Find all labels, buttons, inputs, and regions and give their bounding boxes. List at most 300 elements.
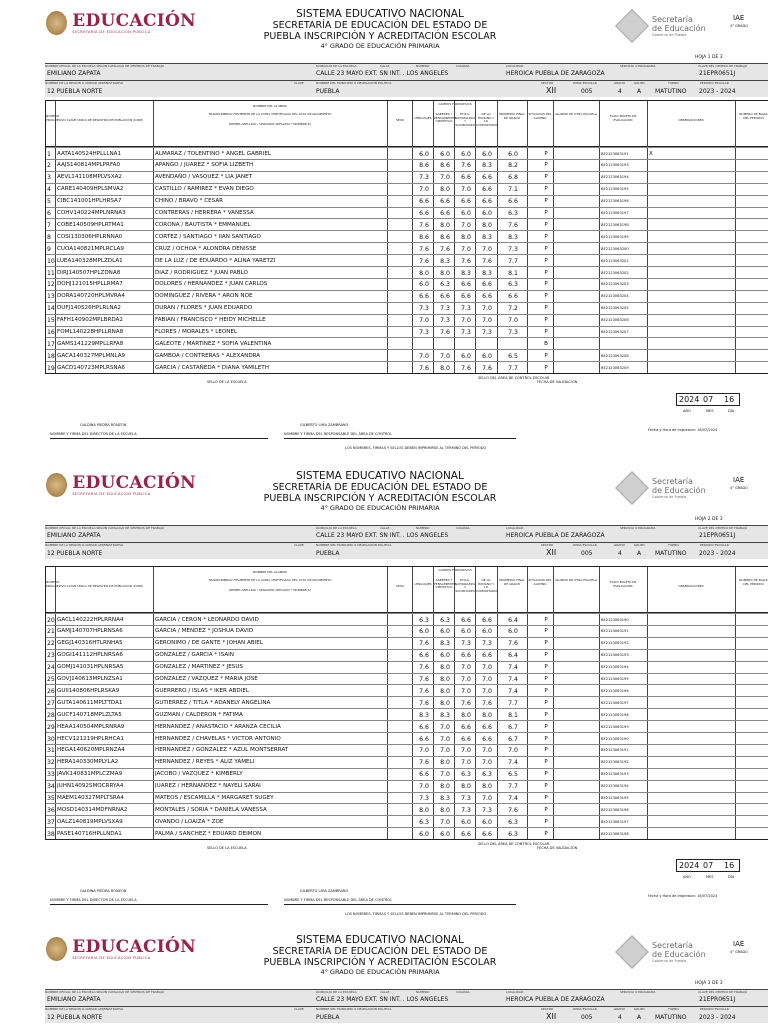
cell-obs xyxy=(649,352,735,361)
cell-obs xyxy=(649,735,735,744)
cell-name: HERNANDEZ / GONZALEZ * AZUL MONTSERRAT xyxy=(155,747,289,754)
school-name: EMILIANO ZAPATA xyxy=(47,70,101,77)
cell-folio: BE2123063195 xyxy=(601,796,629,800)
cell-c3: 7.0 xyxy=(461,245,471,253)
cell-folio: BE2123063200 xyxy=(601,246,629,251)
document-header xyxy=(230,470,530,513)
cell-n: 30 xyxy=(47,735,55,743)
cell-c3: 6.0 xyxy=(461,210,471,217)
cell-curp: HEAA140504MPLRNRA9 xyxy=(57,723,125,730)
school-lbl-sector: SECTOR xyxy=(541,543,554,547)
cell-c3: 7.6 xyxy=(461,162,471,170)
cell-obs xyxy=(649,639,735,648)
cell-folio: BE2123063198 xyxy=(601,831,629,836)
header-name-sub: TRANSCRIBIRLO FIELMENTE DE LA COPIA CERTIFICADA DEL ACTA DE NACIMIENTO xyxy=(208,578,332,582)
cell-curp: AATA140524HPLLLNA1 xyxy=(57,150,122,157)
cell-n: 33 xyxy=(47,771,55,779)
school-lbl-clave: CLAVE xyxy=(294,81,304,85)
cell-obs xyxy=(649,651,735,660)
cell-p: P xyxy=(544,233,548,240)
cell-avg: 6.6 xyxy=(508,198,518,206)
school-group: A xyxy=(637,88,642,95)
cell-n: 7 xyxy=(47,221,51,229)
cell-p: P xyxy=(544,305,548,312)
school-lbl-region: NOMBRE DE LA REGIÓN O UNIDAD ADMINISTRATIVA xyxy=(45,1007,124,1011)
footer-resp-label: NOMBRE Y FIRMA DEL RESPONSABLE DEL ÁREA DE CONTROL xyxy=(284,432,393,436)
cell-c3: 7.0 xyxy=(461,664,471,672)
cell-obs xyxy=(649,782,735,791)
cell-c3: 8.0 xyxy=(461,783,471,791)
date-part: 16 xyxy=(724,861,735,870)
cell-p: P xyxy=(544,747,548,754)
cell-avg: 7.4 xyxy=(508,676,518,683)
cell-c1: 7.6 xyxy=(419,664,429,672)
header-obs: OBSERVACIONES xyxy=(678,118,704,122)
cell-c3: 8.0 xyxy=(461,233,471,241)
validation-date-box xyxy=(676,393,740,406)
cell-n: 12 xyxy=(47,281,55,289)
cell-c2: 8.0 xyxy=(440,186,450,194)
cell-n: 2 xyxy=(47,162,51,170)
cell-name: HERNANDEZ / REYES * ALIZ YAMELI xyxy=(155,759,255,766)
cell-c3: 8.3 xyxy=(461,269,471,277)
cell-avg: 7.6 xyxy=(508,640,518,648)
cell-obs xyxy=(649,675,735,684)
cell-c4: 7.3 xyxy=(482,640,492,648)
header-c2: SABERES Y PENSAMIENTO CIENTÍFICO xyxy=(434,112,456,123)
cell-avg: 8.3 xyxy=(508,233,518,241)
school-lbl-zona: ZONA ESCOLAR xyxy=(573,81,597,85)
cell-c4: 8.3 xyxy=(482,162,492,170)
cell-name: MATEOS / ESCAMILLA * MARGARET SUGEY xyxy=(155,795,274,801)
cell-c3: 6.0 xyxy=(461,150,471,158)
signature-line xyxy=(284,904,516,905)
cell-c3: 7.3 xyxy=(461,806,471,814)
cell-c1: 6.6 xyxy=(419,652,429,660)
cell-name: JUAREZ / HERNANDEZ * NAYELI SARAI xyxy=(155,783,261,790)
header-cid: CAMPOS FORMATIVOS xyxy=(438,102,472,106)
cell-c1: 7.0 xyxy=(419,783,429,791)
cell-avg: 6.0 xyxy=(508,628,518,636)
title-3: PUEBLA INSCRIPCIÓN Y ACREDITACIÓN ESCOLAR xyxy=(263,957,497,968)
footer-director-name: GALDINA PIEDRA RONZON xyxy=(80,889,127,893)
cell-c2: 7.0 xyxy=(440,723,450,731)
signature-footer xyxy=(0,842,768,914)
cell-c4: 7.3 xyxy=(482,806,492,814)
cell-n: 19 xyxy=(47,364,55,372)
puebla-diamond-icon xyxy=(615,935,649,969)
cell-name: CASTILLO / RAMIREZ * EVAN DIEGO xyxy=(155,186,254,193)
date-part: 07 xyxy=(703,395,714,404)
footer-lbl-mes: MES xyxy=(706,409,714,413)
header-bajas: NÚMERO DE BAJAS DEL PERIODO xyxy=(739,112,768,120)
school-lbl-calle: CALLE xyxy=(380,64,390,68)
cell-curp: GEGJ140316HTLRNHA5 xyxy=(57,640,123,647)
cell-n: 21 xyxy=(47,628,55,636)
cell-c2: 8.0 xyxy=(440,687,450,695)
cell-c3: 7.3 xyxy=(461,795,471,802)
footer-lbl-anio: AÑO xyxy=(683,409,691,413)
cell-name: PALMA / SANCHEZ * EDUARD DEIMON xyxy=(155,830,262,837)
cell-name: HERNANDEZ / CHAVELAS * VICTOR ANTONIO xyxy=(155,735,281,742)
cell-folio: BE2123063205 xyxy=(601,306,629,311)
cell-c4: 8.0 xyxy=(482,783,492,791)
cell-name: CHINO / BRAVO * CESAR xyxy=(155,198,224,205)
cell-p: P xyxy=(544,771,548,778)
school-grade: 4 xyxy=(618,88,622,95)
cell-n: 14 xyxy=(47,305,55,313)
cell-obs xyxy=(649,723,735,732)
cell-c2: 8.0 xyxy=(440,221,450,229)
cell-c2: 6.6 xyxy=(440,293,450,301)
cell-n: 4 xyxy=(47,186,51,194)
school-address: CALLE 23 MAYO EXT. SN INT. . LOS ANGELES xyxy=(316,996,449,1003)
school-sector: XII xyxy=(546,1012,557,1021)
school-lbl-localidad: LOCALIDAD xyxy=(506,990,524,994)
cell-obs xyxy=(649,806,735,815)
cell-c4: 7.0 xyxy=(482,245,492,253)
cell-c1: 8.0 xyxy=(419,269,429,277)
school-municipality: PUEBLA xyxy=(316,88,340,95)
cell-obs xyxy=(649,292,735,301)
cell-c1: 6.3 xyxy=(419,818,429,826)
header-cid: CAMPOS FORMATIVOS xyxy=(438,568,472,572)
cell-obs xyxy=(649,304,735,313)
school-lbl-clave: CLAVE xyxy=(294,543,304,547)
cell-c4: 7.0 xyxy=(482,676,492,683)
school-address: CALLE 23 MAYO EXT. SN INT. . LOS ANGELES xyxy=(316,532,449,539)
cell-p: P xyxy=(544,317,548,324)
cell-folio: BE2123063197 xyxy=(601,211,629,215)
footer-impresion: Fecha y Hora de Impresion: 16/07/2024 xyxy=(648,894,718,898)
cell-c4: 6.6 xyxy=(482,174,492,182)
cell-folio: BE2123063196 xyxy=(601,199,629,204)
footer-resp-name: GILBERTO LIMA ZAMBRANO xyxy=(300,423,349,427)
cell-obs xyxy=(649,663,735,672)
title-1: SISTEMA EDUCATIVO NACIONAL xyxy=(296,934,464,946)
school-lbl-region: NOMBRE DE LA REGIÓN O UNIDAD ADMINISTRATIVA xyxy=(45,81,124,85)
cell-c1: 7.6 xyxy=(419,245,429,253)
cell-c1: 7.0 xyxy=(419,352,429,360)
school-lbl-calle: CALLE xyxy=(380,990,390,994)
cell-c3: 7.0 xyxy=(461,747,471,755)
grado-small: 4° GRADO xyxy=(730,24,748,28)
cell-folio: BE2123063193 xyxy=(601,163,629,168)
cell-obs xyxy=(649,364,735,373)
title-2: SECRETARÍA DE EDUCACIÓN DEL ESTADO DE xyxy=(272,946,488,957)
cell-name: GUZMAN / CALDERON * FATIMA xyxy=(155,711,243,718)
cell-name: MONTALES / SORIA * DANIELA VANESSA xyxy=(155,806,267,813)
cell-curp: GACD140723MPLRSNA6 xyxy=(57,364,125,371)
cell-c3: 6.0 xyxy=(461,352,471,360)
cell-c3: 7.6 xyxy=(461,364,471,372)
footer-sello-escuela: SELLO DE LA ESCUELA xyxy=(207,380,247,384)
cell-name: JACOBO / VAZQUEZ * KIMBERLY xyxy=(155,771,243,778)
sec-line-2: de Educación xyxy=(652,950,706,959)
cell-name: GERONIMO / DE GANTE * JOHAN ABIEL xyxy=(155,640,263,647)
school-lbl-domicilio: DOMICILIO DE LA ESCUELA xyxy=(316,526,357,530)
signature-line xyxy=(50,904,268,905)
cell-curp: COBE140509HPLRTMA1 xyxy=(57,221,124,228)
cell-c3: 7.0 xyxy=(461,317,471,325)
cell-c2: 7.0 xyxy=(440,735,450,743)
school-cct: 21EPR0651J xyxy=(699,996,736,1003)
cell-c2: 7.0 xyxy=(440,174,450,182)
cell-name: GARCIA / CASTAÑEDA * DIANA YAMILETH xyxy=(155,364,269,371)
cell-obs xyxy=(649,340,735,349)
cell-c3: 6.6 xyxy=(461,281,471,289)
cell-obs: X xyxy=(649,150,653,157)
cell-c1: 6.6 xyxy=(419,198,429,206)
school-lbl-servicio: SERVICIO O PROGRAMA xyxy=(620,526,656,530)
school-lbl-domicilio: DOMICILIO DE LA ESCUELA xyxy=(316,990,357,994)
title-1: SISTEMA EDUCATIVO NACIONAL xyxy=(296,8,464,20)
sec-line-1: Secretaría xyxy=(652,477,693,486)
cell-name: CRUZ / OCHOA * ALONDRA DENISSE xyxy=(155,245,257,252)
cell-c4: 7.0 xyxy=(482,759,492,767)
cell-avg: 7.6 xyxy=(508,806,518,814)
cell-c1: 6.3 xyxy=(419,616,429,624)
cell-c2: 8.0 xyxy=(440,783,450,791)
school-period: 2023 - 2024 xyxy=(699,550,736,557)
header-sexo: SEXO xyxy=(395,584,405,588)
cell-c4: 6.3 xyxy=(482,771,492,779)
footer-director-label: NOMBRE Y FIRMA DEL DIRECTOR DE LA ESCUELA xyxy=(50,898,137,902)
cell-c2: 8.6 xyxy=(440,162,450,170)
cell-c2: 8.0 xyxy=(440,759,450,767)
cell-obs xyxy=(649,711,735,720)
cell-c2: 6.0 xyxy=(440,652,450,660)
header-name-parts: PRIMER APELLIDO / SEGUNDO APELLIDO * NOMBRE(S) xyxy=(229,122,311,126)
form-page-3 xyxy=(0,934,768,1024)
cell-c4: 6.6 xyxy=(482,281,492,289)
cell-avg: 7.6 xyxy=(508,221,518,229)
title-1: SISTEMA EDUCATIVO NACIONAL xyxy=(296,470,464,482)
cell-name: FLORES / MORALES * LEONEL xyxy=(155,329,238,335)
iae-label: IAE xyxy=(733,14,745,22)
cell-c4: 7.6 xyxy=(482,699,492,707)
cell-avg: 7.7 xyxy=(508,699,518,707)
cell-p: P xyxy=(544,806,548,813)
cell-obs xyxy=(649,197,735,206)
cell-c1: 6.6 xyxy=(419,735,429,743)
cell-c2: 7.3 xyxy=(440,305,450,313)
cell-p: P xyxy=(544,783,548,790)
school-lbl-turno: TURNO xyxy=(668,543,679,547)
cell-curp: CIBC141001HPLHRSA7 xyxy=(57,198,122,205)
cell-c1: 6.0 xyxy=(419,150,429,158)
school-cct: 21EPR0651J xyxy=(699,70,736,77)
cell-curp: GUII140806HPLRSKA9 xyxy=(57,687,120,694)
cell-p: P xyxy=(544,830,548,837)
footer-director-name: GALDINA PIEDRA RONZON xyxy=(80,423,127,427)
cell-n: 10 xyxy=(47,257,55,265)
school-group: A xyxy=(637,1014,642,1021)
school-lbl-turno: TURNO xyxy=(668,81,679,85)
header-name-sub: TRANSCRIBIRLO FIELMENTE DE LA COPIA CERTIFICADA DEL ACTA DE NACIMIENTO xyxy=(208,112,332,116)
cell-c3: 7.0 xyxy=(461,676,471,683)
cell-curp: GUCF140718MPLZLTA5 xyxy=(57,711,122,718)
cell-c3: 6.6 xyxy=(461,174,471,182)
title-3: PUEBLA INSCRIPCIÓN Y ACREDITACIÓN ESCOLAR xyxy=(263,493,497,504)
school-lbl-grupo: GRUPO xyxy=(634,81,645,85)
cell-curp: HECV121219HPLRHCA1 xyxy=(57,735,124,742)
school-lbl-name: NOMBRE OFICIAL DE LA ESCUELA SEGÚN CATÁLOGO DE CENTROS DE TRABAJO xyxy=(45,64,164,68)
school-region: 12 PUEBLA NORTE xyxy=(47,88,103,95)
cell-curp: JAVK140831MPLCZMA9 xyxy=(57,771,123,778)
school-lbl-grado: GRADO xyxy=(614,81,626,85)
cell-avg: 6.3 xyxy=(508,830,518,838)
school-lbl-name: NOMBRE OFICIAL DE LA ESCUELA SEGÚN CATÁLOGO DE CENTROS DE TRABAJO xyxy=(45,990,164,994)
cell-p: P xyxy=(544,352,548,359)
cell-c3: 7.6 xyxy=(461,699,471,707)
cell-obs xyxy=(649,209,735,218)
school-lbl-sector: SECTOR xyxy=(541,1007,554,1011)
cell-c4: 6.0 xyxy=(482,352,492,360)
cell-c2: 7.6 xyxy=(440,329,450,336)
cell-n: 18 xyxy=(47,352,55,360)
logo-sub: SECRETARÍA DE EDUCACIÓN PÚBLICA xyxy=(72,955,151,960)
cell-n: 26 xyxy=(47,687,55,695)
school-info xyxy=(0,989,768,1023)
footer-director-label: NOMBRE Y FIRMA DEL DIRECTOR DE LA ESCUELA xyxy=(50,432,137,436)
cell-name: DURAN / FLORES * JUAN EDUARDO xyxy=(155,305,253,312)
cell-c1: 7.6 xyxy=(419,221,429,229)
cell-c4: 7.6 xyxy=(482,364,492,372)
sec-small: Gobierno de Puebla xyxy=(652,495,687,499)
school-period: 2023 - 2024 xyxy=(699,88,736,95)
cell-name: GUERRERO / ISLAS * IKER ABDIEL xyxy=(155,687,249,694)
cell-name: GONZALEZ / VAZQUEZ * MARIA JOSE xyxy=(155,676,258,682)
cell-c2: 8.6 xyxy=(440,233,450,241)
school-lbl-numero: NÚMERO xyxy=(416,526,430,530)
cell-folio: BE2123063190 xyxy=(601,617,629,622)
cell-p: P xyxy=(544,174,548,181)
cell-c3: 6.6 xyxy=(461,293,471,301)
school-lbl-localidad: LOCALIDAD xyxy=(506,64,524,68)
header-escuela: ALUMNO DE OTRA ESCUELA xyxy=(554,578,598,582)
cell-c1: 7.6 xyxy=(419,364,429,372)
cell-p: P xyxy=(544,640,548,647)
cell-curp: FAFH140902MPLBRDA2 xyxy=(57,317,123,324)
cell-c4 xyxy=(477,340,497,349)
header-c3: ÉTICA, NATURALEZA Y SOCIEDADES xyxy=(455,112,475,127)
cell-folio: BE2123063206 xyxy=(601,318,629,323)
sec-small: Gobierno de Puebla xyxy=(652,959,687,963)
cell-name: ALMARAZ / TOLENTINO * ANGEL GABRIEL xyxy=(155,150,271,157)
cell-avg: 6.3 xyxy=(508,281,518,289)
cell-n: 27 xyxy=(47,699,55,707)
cell-avg: 8.1 xyxy=(508,269,518,277)
header-c3: ÉTICA, NATURALEZA Y SOCIEDADES xyxy=(455,578,475,593)
cell-folio: BE2123063197 xyxy=(601,819,629,824)
cell-name: OVANDO / LOAIZA * ZOE xyxy=(155,818,224,825)
sec-small: Gobierno de Puebla xyxy=(652,33,687,37)
form-page-1 xyxy=(0,8,768,448)
cell-p: P xyxy=(544,221,548,228)
cell-p: P xyxy=(544,795,548,801)
cell-c3: 7.3 xyxy=(461,329,471,336)
cell-c4: 6.6 xyxy=(482,735,492,743)
cell-name: DOMINGUEZ / RIVERA * ARON NOE xyxy=(155,293,253,300)
header-promedio: PROMEDIO FINAL DE GRADO xyxy=(499,578,525,586)
cell-c2: 8.3 xyxy=(440,711,450,719)
cell-c4: 7.0 xyxy=(482,747,492,755)
cell-folio: BE2123063204 xyxy=(601,294,629,299)
grado-small: 4° GRADO xyxy=(730,486,748,490)
cell-folio: BE2123063191 xyxy=(601,629,629,634)
cell-c1: 6.0 xyxy=(419,830,429,838)
signature-footer xyxy=(0,376,768,448)
school-lbl-colonia: COLONIA xyxy=(456,990,470,994)
cell-curp: HERA140330MPLYLA2 xyxy=(57,759,119,766)
cell-c2: 8.0 xyxy=(440,699,450,707)
cell-curp: GOGI141112HPLNRSA6 xyxy=(57,652,123,659)
title-3: PUEBLA INSCRIPCIÓN Y ACREDITACIÓN ESCOLAR xyxy=(263,31,497,42)
cell-name: CORTEZ / SANTIAGO * IIAN SANTIAGO xyxy=(155,233,261,240)
cell-c2: 8.0 xyxy=(440,664,450,672)
cell-p: P xyxy=(544,198,548,205)
header-name: NOMBRE DEL ALUMNO xyxy=(253,570,287,574)
cell-avg: 7.7 xyxy=(508,257,518,265)
header-curp: CLAVE ÚNICA DE REGISTRO DE POBLACIÓN (CURP) xyxy=(66,584,144,588)
puebla-diamond-icon xyxy=(615,471,649,505)
school-lbl-domicilio: DOMICILIO DE LA ESCUELA xyxy=(316,64,357,68)
school-name: EMILIANO ZAPATA xyxy=(47,996,101,1003)
header-c1: LENGUAJES xyxy=(414,116,432,120)
cell-p: P xyxy=(544,711,548,718)
school-info xyxy=(0,525,768,559)
school-lbl-sector: SECTOR xyxy=(541,81,554,85)
cell-avg: 7.1 xyxy=(508,186,518,194)
cell-avg: 6.7 xyxy=(508,723,518,731)
header-situacion: SITUACIÓN DEL ALUMNO xyxy=(528,112,552,120)
cell-obs xyxy=(649,699,735,708)
cell-name: GARCIA / CERON * LEONARDO DAVID xyxy=(155,616,259,623)
cell-c1: 6.0 xyxy=(419,628,429,636)
cell-avg xyxy=(499,340,527,349)
cell-c2: 7.6 xyxy=(440,245,450,253)
school-lbl-grado: GRADO xyxy=(614,1007,626,1011)
date-part: 16 xyxy=(724,395,735,404)
cell-n: 11 xyxy=(47,269,55,277)
cell-n: 34 xyxy=(47,783,55,791)
cell-n: 3 xyxy=(47,174,51,182)
header-name-parts: PRIMER APELLIDO / SEGUNDO APELLIDO * NOMBRE(S) xyxy=(229,588,311,592)
cell-c2: 7.0 xyxy=(440,818,450,826)
cell-p: P xyxy=(544,676,548,682)
footer-fecha-validacion: FECHA DE VALIDACIÓN xyxy=(537,846,578,850)
cell-curp: GACA140327MPLMNLA9 xyxy=(57,352,126,359)
school-lbl-mun: NOMBRE DEL MUNICIPIO O DELEGACIÓN POLÍTICA xyxy=(316,543,392,547)
logo-word: EDUCACIÓN xyxy=(72,10,196,31)
cell-c2: 8.3 xyxy=(440,640,450,648)
cell-folio: BE2123063208 xyxy=(601,353,629,358)
cell-p: P xyxy=(544,329,548,335)
cell-c2: 8.3 xyxy=(440,257,450,265)
cell-folio: BE2123063195 xyxy=(601,187,629,192)
cell-curp: FOML140228HPLLRNA8 xyxy=(57,329,124,335)
cell-folio: BE2123063198 xyxy=(601,712,629,717)
cell-n: 1 xyxy=(47,150,51,158)
school-name: EMILIANO ZAPATA xyxy=(47,532,101,539)
cell-c3: 6.3 xyxy=(461,771,471,779)
cell-obs xyxy=(649,316,735,325)
cell-c1: 7.3 xyxy=(419,174,429,182)
title-4: 4° GRADO DE EDUCACIÓN PRIMARIA xyxy=(320,968,440,976)
header-num: NÚMERO PROGRESIVO xyxy=(46,114,66,122)
school-grade: 4 xyxy=(618,550,622,557)
